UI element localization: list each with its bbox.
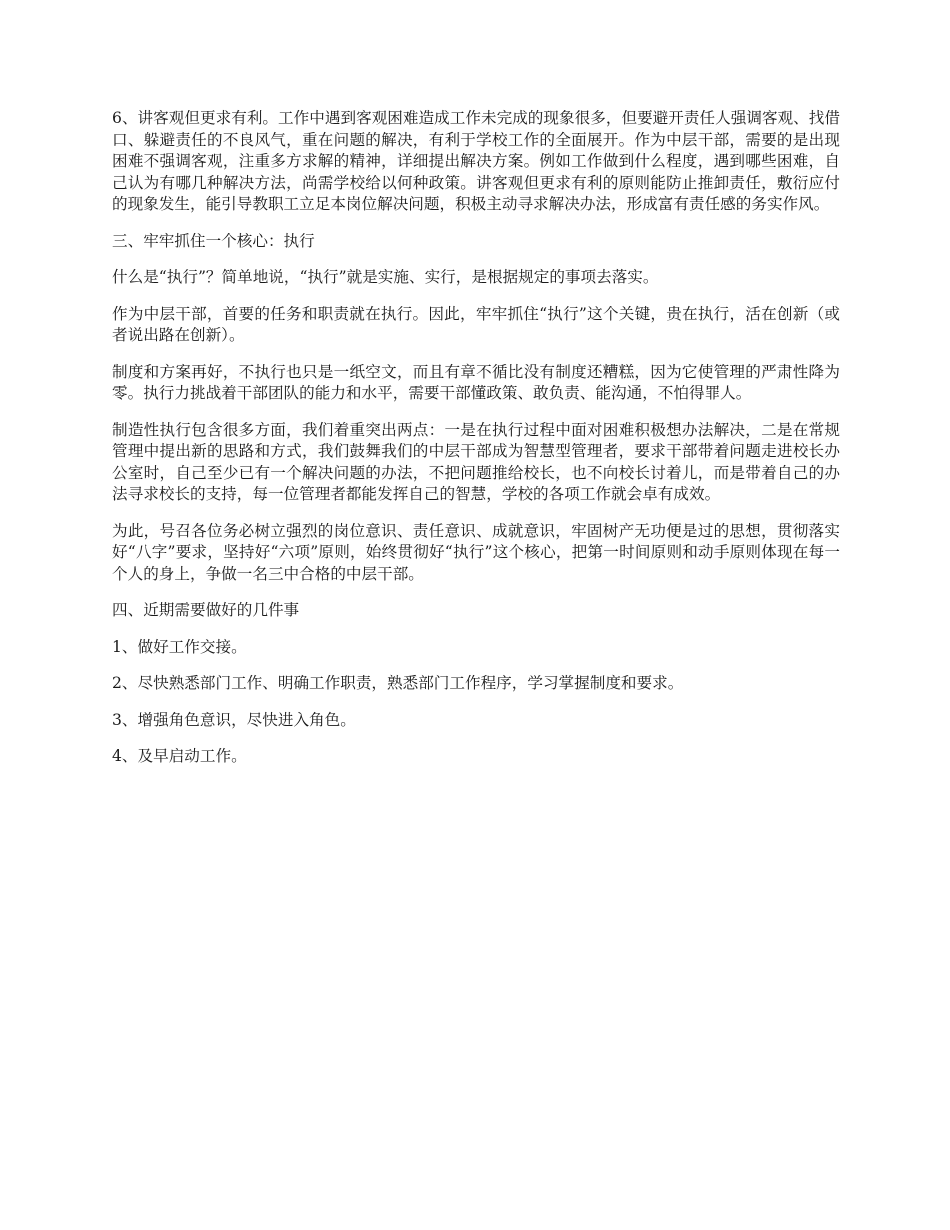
paragraph-creative-execution: 制造性执行包含很多方面，我们着重突出两点：一是在执行过程中面对困难积极想办法解决，二是在常规管理中提出新的思路和方式，我们鼓舞我们的中层干部成为智慧型管理者，要求干部带着问题走进校长办公室时，自己至少已有一个解决问题的办法，不把问题推给校长，也不向校长讨着儿，而是带着自己的办法寻求校长的支持，每一位管理者都能发挥自己的智慧，学校的各项工作就会卓有成效。 [112,420,840,503]
paragraph-what-is-execution: 什么是“执行”？简单地说，“执行”就是实施、实行，是根据规定的事项去落实。 [112,268,659,286]
paragraph-middle-cadre-duty: 作为中层干部，首要的任务和职责就在执行。因此，牢牢抓住“执行”这个关键，贵在执行，活在创新（或者说出路在创新）。 [112,304,840,344]
list-item-task-3: 3、增强角色意识，尽快进入角色。 [112,710,356,729]
paragraph-system-and-plan: 制度和方案再好，不执行也只是一纸空文，而且有章不循比没有制度还糟糕，因为它使管理的严肃性降为零。执行力挑战着干部团队的能力和水平，需要干部懂政策、敢负责、能沟通，不怕得罪人。 [112,362,840,402]
section-heading-execution: 三、牢牢抓住一个核心：执行 [112,231,315,250]
list-item-task-1: 1、做好工作交接。 [112,637,247,656]
paragraph-item-6-objective: 6、讲客观但更求有利。工作中遇到客观困难造成工作未完成的现象很多，但要避开责任人强调客观、找借口、躲避责任的不良风气，重在问题的解决，有利于学校工作的全面展开。作为中层干部，需要的是出现困难不强调客观，注重多方求解的精神，详细提出解决方案。例如工作做到什么程度，遇到哪些困难，自己认为有哪几种解决方法，尚需学校给以何种政策。讲客观但更求有利的原则能防止推卸责任，敷衍应付的现象发生，能引导教职工立足本岗位解决问题，积极主动寻求解决办法，形成富有责任感的务实作风。 [112,109,840,213]
document-page [112,108,840,783]
section-heading-recent-tasks: 四、近期需要做好的几件事 [112,601,300,619]
list-item-task-2: 2、尽快熟悉部门工作、明确工作职责，熟悉部门工作程序，学习掌握制度和要求。 [112,674,684,692]
paragraph-call-to-action: 为此，号召各位务必树立强烈的岗位意识、责任意识、成就意识，牢固树产无功便是过的思想，贯彻落实好“八字”要求，坚持好“六项”原则，始终贯彻好“执行”这个核心，把第一时间原则和动手原则体现在每一个人的身上，争做一名三中合格的中层干部。 [112,521,840,583]
list-item-task-4: 4、及早启动工作。 [112,747,247,765]
